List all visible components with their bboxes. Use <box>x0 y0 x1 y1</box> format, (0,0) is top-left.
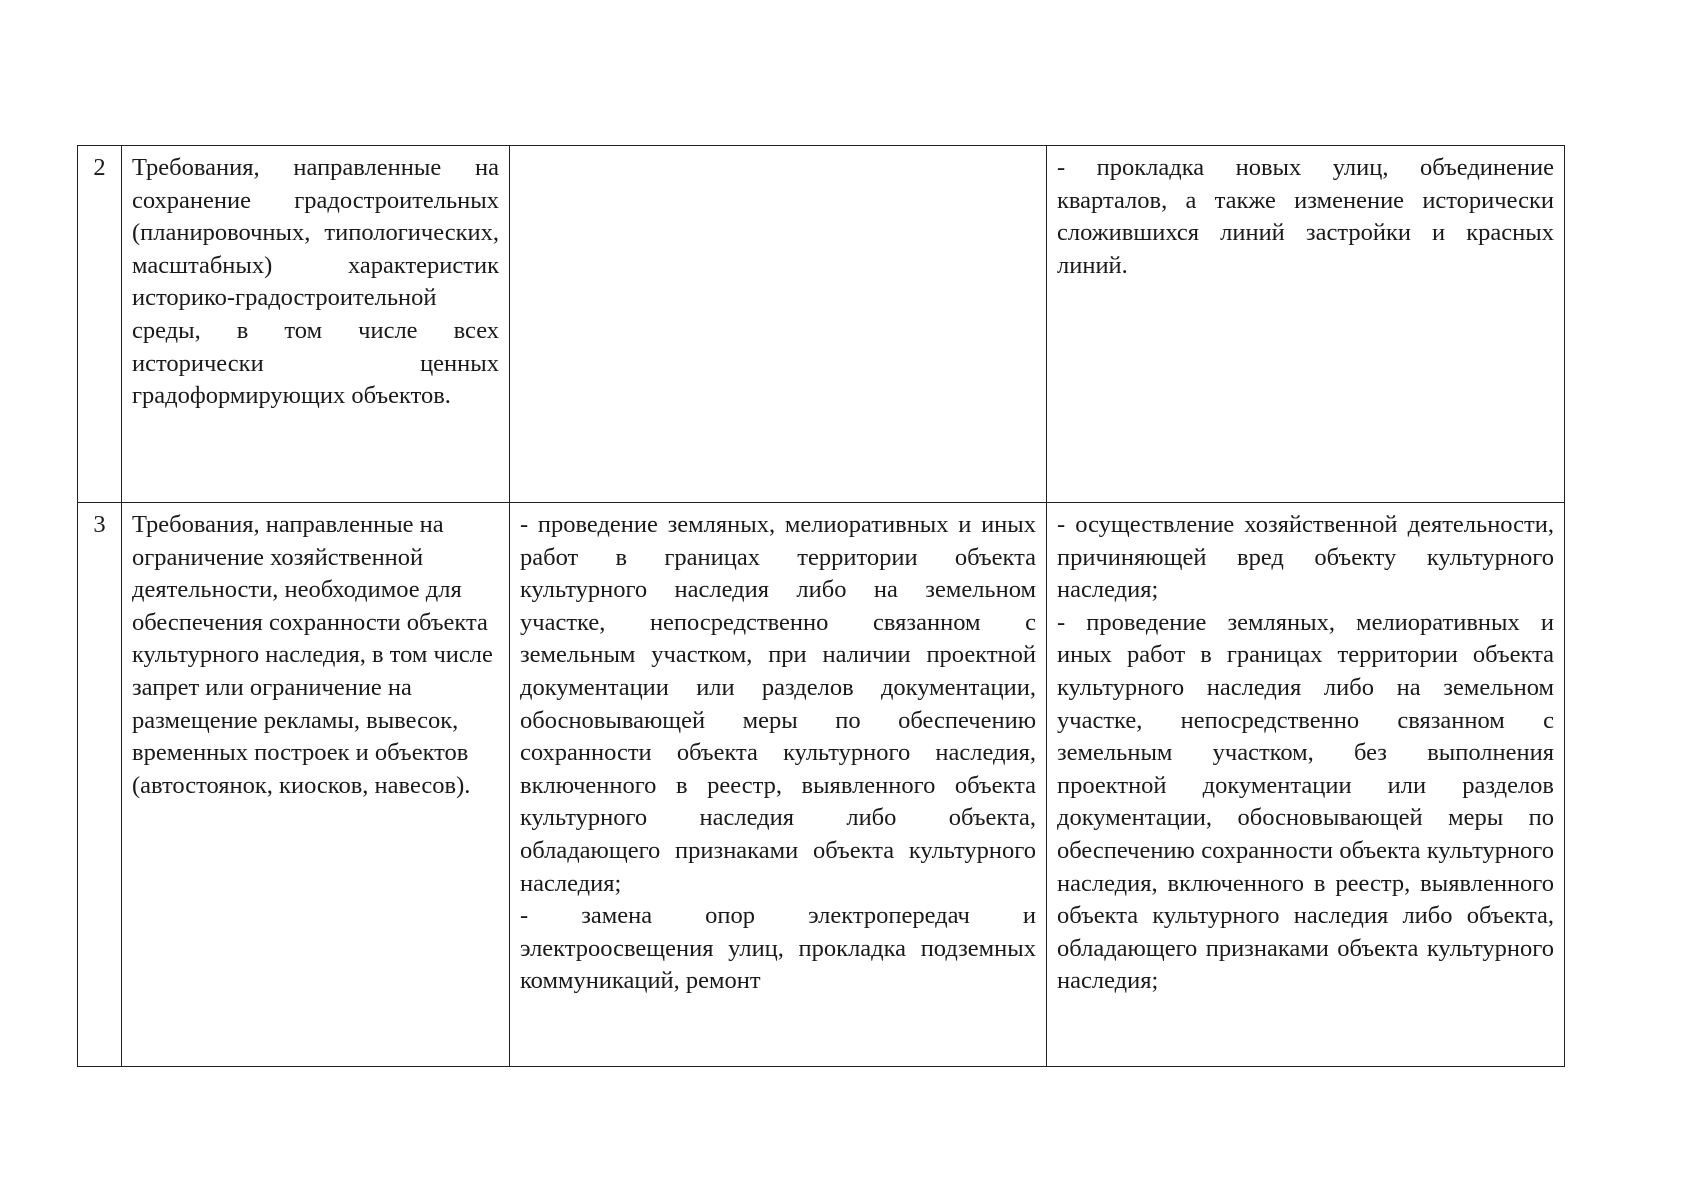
prohibited-item: - прокладка новых улиц, объединение кварталов, а также изменение исторически сложившихся линий застройки и красных линий. <box>1057 154 1554 279</box>
table-row <box>78 503 1565 1067</box>
row-number: 2 <box>93 154 106 181</box>
allowed-cell <box>510 503 1047 1067</box>
requirement-text: Требования, направленные на ограничение хозяйственной деятельности, необходимое для обеспечения сохранности объекта культурного наследия, в том числе запрет или ограничение на размещение рекламы, вывесок, временных построек и объектов (автостоянок, киосков, навесов). <box>132 511 493 799</box>
requirements-table <box>77 145 1565 1067</box>
prohibited-item: - осуществление хозяйственной деятельности, причиняющей вред объекту культурного наследия; <box>1057 511 1554 604</box>
prohibited-item: - проведение земляных, мелиоративных и иных работ в границах территории объекта культурного наследия либо на земельном участке, непосредственно связанном с земельным участком, без выполнения проектной документации или разделов документации, обосновывающей меры по обеспечению сохранности объекта культурного наследия, включенного в реестр, выявленного объекта культурного наследия либо объекта, обладающего признаками объекта культурного наследия; <box>1057 608 1554 995</box>
prohibited-cell <box>1047 503 1565 1067</box>
allowed-cell <box>510 146 1047 503</box>
table-row <box>78 146 1565 503</box>
row-number-cell <box>78 146 122 503</box>
prohibited-cell <box>1047 146 1565 503</box>
row-number-cell <box>78 503 122 1067</box>
requirement-cell <box>122 146 510 503</box>
requirement-cell <box>122 503 510 1067</box>
row-number: 3 <box>93 511 106 538</box>
allowed-item: - замена опор электропередач и электроосвещения улиц, прокладка подземных коммуникаций, ремонт <box>520 902 1036 995</box>
allowed-item: - проведение земляных, мелиоративных и иных работ в границах территории объекта культурного наследия либо на земельном участке, непосредственно связанном с земельным участком, при наличии проектной документации или разделов документации, обосновывающей меры по обеспечению сохранности объекта культурного наследия, включенного в реестр, выявленного объекта культурного наследия либо объекта, обладающего признаками объекта культурного наследия; <box>520 511 1036 897</box>
requirement-text: Требования, направленные на сохранение градостроительных (планировочных, типологических, масштабных) характеристик историко-градостроительной среды, в том числе всех исторически ценных градоформирующих объектов. <box>132 154 499 410</box>
